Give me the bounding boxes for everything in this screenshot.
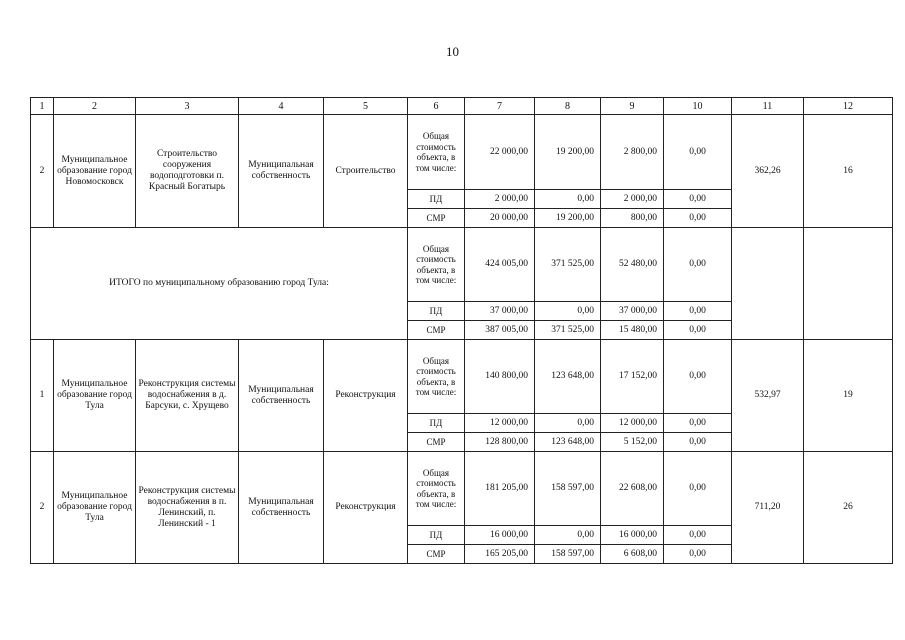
value-cell: 0,00 xyxy=(664,545,732,564)
col12-cell: 19 xyxy=(804,340,893,452)
value-cell: 0,00 xyxy=(664,302,732,321)
value-cell: 2 800,00 xyxy=(601,115,664,190)
object-cell: Реконструкция системы водоснабжения в п. Ленинский, п. Ленинский - 1 xyxy=(136,452,239,564)
value-cell: 387 005,00 xyxy=(465,321,535,340)
header-cell: 9 xyxy=(601,98,664,115)
header-row xyxy=(31,98,893,115)
smr-label: СМР xyxy=(408,321,465,340)
row-number: 1 xyxy=(31,340,54,452)
value-cell: 0,00 xyxy=(664,452,732,526)
header-cell: 1 xyxy=(31,98,54,115)
page-number: 10 xyxy=(446,44,459,59)
smr-label: СМР xyxy=(408,209,465,228)
col11-cell: 532,97 xyxy=(732,340,804,452)
work-type-cell: Реконструкция xyxy=(324,340,408,452)
header-cell: 5 xyxy=(324,98,408,115)
value-cell: 158 597,00 xyxy=(535,452,601,526)
table-row xyxy=(31,115,893,190)
value-cell: 0,00 xyxy=(664,228,732,302)
header-cell: 6 xyxy=(408,98,465,115)
value-cell: 140 800,00 xyxy=(465,340,535,414)
value-cell: 17 152,00 xyxy=(601,340,664,414)
value-cell: 16 000,00 xyxy=(465,526,535,545)
value-cell: 52 480,00 xyxy=(601,228,664,302)
value-cell: 16 000,00 xyxy=(601,526,664,545)
value-cell: 20 000,00 xyxy=(465,209,535,228)
value-cell: 424 005,00 xyxy=(465,228,535,302)
header-cell: 3 xyxy=(136,98,239,115)
value-cell: 371 525,00 xyxy=(535,321,601,340)
row-number: 2 xyxy=(31,452,54,564)
cost-label: Общая стоимость объекта, в том числе: xyxy=(408,115,465,190)
value-cell: 0,00 xyxy=(535,414,601,433)
value-cell: 123 648,00 xyxy=(535,340,601,414)
col11-cell xyxy=(732,228,804,340)
value-cell: 0,00 xyxy=(664,209,732,228)
ownership-cell: Муниципальная собственность xyxy=(239,452,324,564)
value-cell: 128 800,00 xyxy=(465,433,535,452)
col11-cell: 711,20 xyxy=(732,452,804,564)
value-cell: 123 648,00 xyxy=(535,433,601,452)
total-label: ИТОГО по муниципальному образованию город Тула: xyxy=(31,228,408,340)
value-cell: 2 000,00 xyxy=(465,190,535,209)
value-cell: 800,00 xyxy=(601,209,664,228)
value-cell: 15 480,00 xyxy=(601,321,664,340)
value-cell: 37 000,00 xyxy=(465,302,535,321)
value-cell: 0,00 xyxy=(535,526,601,545)
header-cell: 11 xyxy=(732,98,804,115)
ownership-cell: Муниципальная собственность xyxy=(239,340,324,452)
smr-label: СМР xyxy=(408,433,465,452)
municipality-cell: Муниципальное образование город Тула xyxy=(54,452,136,564)
pd-label: ПД xyxy=(408,190,465,209)
value-cell: 22 608,00 xyxy=(601,452,664,526)
value-cell: 19 200,00 xyxy=(535,209,601,228)
value-cell: 0,00 xyxy=(664,321,732,340)
value-cell: 0,00 xyxy=(664,433,732,452)
municipality-cell: Муниципальное образование город Новомосковск xyxy=(54,115,136,228)
object-cell: Реконструкция системы водоснабжения в д. Барсуки, с. Хрущево xyxy=(136,340,239,452)
value-cell: 165 205,00 xyxy=(465,545,535,564)
value-cell: 12 000,00 xyxy=(601,414,664,433)
value-cell: 2 000,00 xyxy=(601,190,664,209)
value-cell: 0,00 xyxy=(664,526,732,545)
table-row xyxy=(31,452,893,526)
table-row xyxy=(31,340,893,414)
smr-label: СМР xyxy=(408,545,465,564)
total-row xyxy=(31,228,893,302)
work-type-cell: Строительство xyxy=(324,115,408,228)
row-number: 2 xyxy=(31,115,54,228)
col12-cell: 16 xyxy=(804,115,893,228)
value-cell: 19 200,00 xyxy=(535,115,601,190)
col12-cell: 26 xyxy=(804,452,893,564)
value-cell: 0,00 xyxy=(535,190,601,209)
header-cell: 4 xyxy=(239,98,324,115)
header-cell: 8 xyxy=(535,98,601,115)
municipality-cell: Муниципальное образование город Тула xyxy=(54,340,136,452)
header-cell: 2 xyxy=(54,98,136,115)
cost-label: Общая стоимость объекта, в том числе: xyxy=(408,340,465,414)
pd-label: ПД xyxy=(408,414,465,433)
object-cell: Строительство сооружения водоподготовки п. Красный Богатырь xyxy=(136,115,239,228)
investment-table xyxy=(30,97,893,564)
value-cell: 158 597,00 xyxy=(535,545,601,564)
value-cell: 6 608,00 xyxy=(601,545,664,564)
header-cell: 12 xyxy=(804,98,893,115)
col12-cell xyxy=(804,228,893,340)
cost-label: Общая стоимость объекта, в том числе: xyxy=(408,228,465,302)
value-cell: 12 000,00 xyxy=(465,414,535,433)
pd-label: ПД xyxy=(408,526,465,545)
value-cell: 22 000,00 xyxy=(465,115,535,190)
value-cell: 0,00 xyxy=(535,302,601,321)
value-cell: 0,00 xyxy=(664,340,732,414)
work-type-cell: Реконструкция xyxy=(324,452,408,564)
value-cell: 0,00 xyxy=(664,414,732,433)
header-cell: 10 xyxy=(664,98,732,115)
value-cell: 0,00 xyxy=(664,190,732,209)
ownership-cell: Муниципальная собственность xyxy=(239,115,324,228)
cost-label: Общая стоимость объекта, в том числе: xyxy=(408,452,465,526)
value-cell: 371 525,00 xyxy=(535,228,601,302)
pd-label: ПД xyxy=(408,302,465,321)
col11-cell: 362,26 xyxy=(732,115,804,228)
value-cell: 181 205,00 xyxy=(465,452,535,526)
header-cell: 7 xyxy=(465,98,535,115)
value-cell: 0,00 xyxy=(664,115,732,190)
value-cell: 5 152,00 xyxy=(601,433,664,452)
value-cell: 37 000,00 xyxy=(601,302,664,321)
